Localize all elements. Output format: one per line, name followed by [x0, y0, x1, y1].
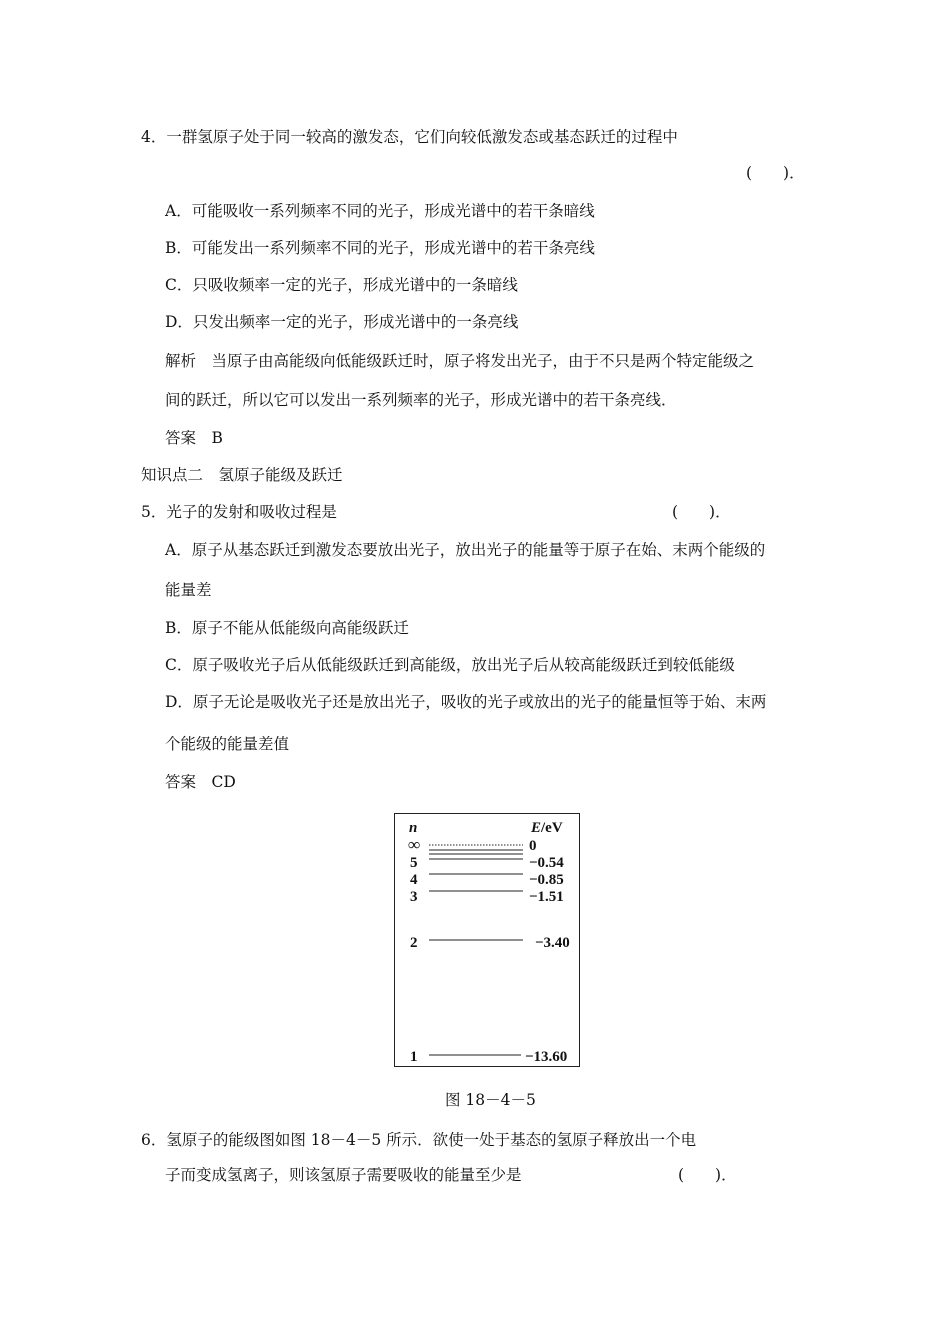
q4-option-c: C．只吸收频率一定的光子，形成光谱中的一条暗线 [165, 276, 518, 294]
q6-stem-line-1: 6．氢原子的能级图如图 18－4－5 所示．欲使一处于基态的氢原子释放出一个电 [141, 1131, 697, 1149]
energy-level-diagram [394, 813, 580, 1067]
q6-answer-bracket: ( )． [678, 1166, 737, 1184]
q4-option-b: B．可能发出一系列频率不同的光子，形成光谱中的若干条亮线 [165, 239, 595, 257]
q4-stem: 4．一群氢原子处于同一较高的激发态，它们向较低激发态或基态跃迁的过程中 [141, 128, 678, 146]
q5-option-c: C．原子吸收光子后从低能级跃迁到高能级，放出光子后从较高能级跃迁到较低能级 [165, 656, 735, 674]
q5-answer-bracket: ( )． [672, 503, 731, 521]
q4-analysis-line-2: 间的跃迁，所以它可以发出一系列频率的光子，形成光谱中的若干条亮线． [165, 391, 677, 409]
level-e-infinity: 0 [529, 838, 537, 854]
level-n-3: 3 [410, 889, 418, 905]
q5-option-d-line-2: 个能级的能量差值 [165, 735, 290, 753]
q5-option-a-line-2: 能量差 [165, 581, 212, 599]
q4-answer: 答案 B [165, 429, 223, 447]
figure-caption: 图 18－4－5 [445, 1091, 536, 1109]
level-e-2: −3.40 [535, 935, 570, 951]
q5-option-b: B．原子不能从低能级向高能级跃迁 [165, 619, 409, 637]
q4-option-d: D．只发出频率一定的光子，形成光谱中的一条亮线 [165, 313, 519, 331]
q4-answer-bracket: ( )． [746, 164, 805, 182]
level-n-4: 4 [410, 872, 418, 888]
q5-option-d-line-1: D．原子无论是吸收光子还是放出光子，吸收的光子或放出的光子的能量恒等于始、末两 [165, 693, 767, 711]
q5-answer: 答案 CD [165, 773, 236, 791]
q5-option-a-line-1: A．原子从基态跃迁到激发态要放出光子，放出光子的能量等于原子在始、末两个能级的 [165, 541, 766, 559]
level-e-5: −0.54 [529, 855, 564, 871]
level-n-2: 2 [410, 935, 418, 951]
q5-stem: 5．光子的发射和吸收过程是 [141, 503, 337, 521]
n-axis-header: n [409, 820, 418, 836]
q4-option-a: A．可能吸收一系列频率不同的光子，形成光谱中的若干条暗线 [165, 202, 595, 220]
level-n-1: 1 [410, 1049, 418, 1065]
energy-axis-header: E/eV [531, 820, 563, 836]
level-e-1: −13.60 [525, 1049, 568, 1065]
q6-stem-line-2: 子而变成氢离子，则该氢原子需要吸收的能量至少是 [165, 1166, 522, 1184]
q4-analysis-line-1: 解析 当原子由高能级向低能级跃迁时，原子将发出光子，由于不只是两个特定能级之 [165, 352, 755, 370]
level-e-3: −1.51 [529, 889, 564, 905]
level-e-4: −0.85 [529, 872, 564, 888]
level-n-5: 5 [410, 855, 418, 871]
section-heading: 知识点二 氢原子能级及跃迁 [141, 466, 343, 484]
level-n-infinity: ∞ [408, 835, 421, 854]
